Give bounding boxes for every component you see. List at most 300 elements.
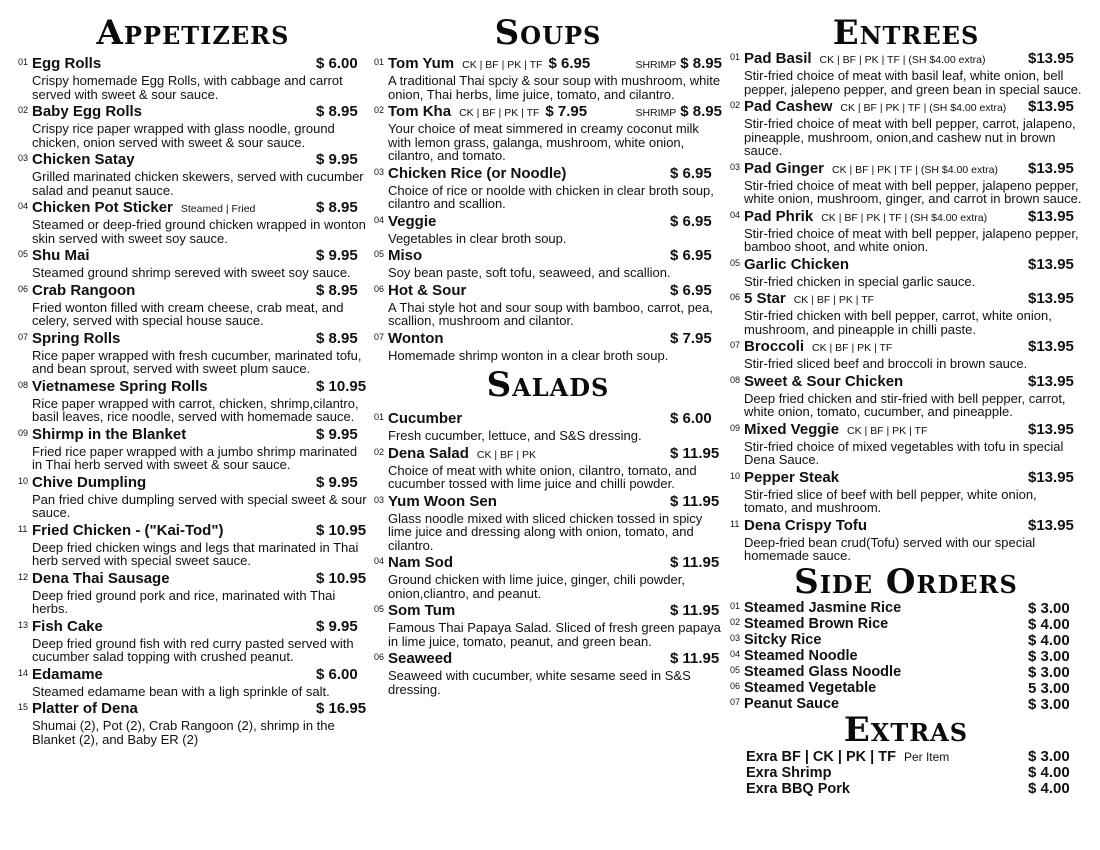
item-name: Exra BBQ Pork [746, 780, 850, 797]
shrimp-price: $ 8.95 [680, 55, 722, 72]
extra-item [730, 749, 1082, 765]
menu-item [18, 666, 368, 699]
menu-item-header [374, 55, 722, 74]
item-description: Choice of meat with white onion, cilantro, tomato, and cucumber tossed with lime juice and chilli powder. [388, 462, 697, 491]
item-name: Fried Chicken - ("Kai-Tod") [32, 521, 224, 539]
menu-item [730, 98, 1082, 158]
menu-item-header [18, 378, 368, 397]
item-description: Steamed edamame bean with a ligh sprinkle of salt. [32, 683, 330, 699]
menu-item [374, 445, 722, 491]
item-price: $ 6.95 [670, 164, 712, 182]
item-description: Stir-fried choice of meat with bell pepper, carrot, jalapeno, pineapple, mushroom, onion,and cashew nut in brown sauce. [744, 116, 1076, 158]
entrees-list [730, 50, 1082, 563]
shrimp-label: SHRIMP [635, 59, 677, 71]
item-description: Seaweed with cucumber, white sesame seed in S&S dressing. [388, 668, 691, 697]
menu-item-header [730, 421, 1082, 440]
menu-item [374, 103, 722, 163]
menu-item-header [18, 282, 368, 301]
item-price: $ 11.95 [670, 444, 720, 462]
item-number: 06 [374, 652, 385, 662]
item-price: $ 6.95 [548, 55, 591, 72]
item-price: $ 11.95 [670, 650, 720, 667]
menu-item-header [730, 290, 1082, 309]
menu-item [730, 373, 1082, 419]
item-price: $ 11.95 [670, 602, 720, 619]
item-number: 03 [730, 632, 741, 643]
item-number: 06 [730, 292, 741, 302]
item-options: CK | BF | PK | TF [462, 59, 543, 71]
item-price: $13.95 [1028, 338, 1074, 355]
menu-item-header [374, 650, 722, 669]
item-price: $ 8.95 [316, 281, 358, 299]
item-name: Hot & Sour [388, 281, 467, 299]
item-price: $ 6.00 [316, 665, 358, 683]
item-description: Choice of rice or noolde with chicken in clear broth soup, cilantro and scallion. [388, 182, 714, 211]
item-name: Tom Yum [388, 55, 455, 72]
item-description: Stir-fried sliced beef and broccoli in brown sauce. [744, 356, 1028, 371]
item-price: $ 3.00 [1028, 663, 1070, 681]
item-price: $13.95 [1028, 516, 1074, 534]
item-name: Mixed Veggie [744, 420, 840, 438]
item-number: 04 [730, 648, 741, 659]
item-name: Pepper Steak [744, 468, 840, 486]
menu-item [18, 700, 368, 746]
menu-item [374, 554, 722, 600]
menu-item [730, 160, 1082, 206]
item-description: Ground chicken with lime juice, ginger, chili powder, onion,cliantro, and peanut. [388, 572, 685, 601]
item-name: Steamed Noodle [744, 647, 858, 664]
item-name: Edamame [32, 665, 103, 683]
item-name: Shu Mai [32, 247, 90, 264]
menu-item [374, 213, 722, 246]
menu-item-header [730, 208, 1082, 227]
soups-list [374, 55, 722, 362]
item-description: Steamed ground shrimp sereved with sweet soy sauce. [32, 265, 351, 280]
item-price: $ 6.00 [316, 55, 358, 72]
item-description: Deep-fried bean crud(Tofu) served with our special homemade sauce. [744, 534, 1036, 563]
item-number: 03 [18, 153, 29, 163]
item-options: CK | BF | PK | TF [812, 342, 893, 354]
item-price: $13.95 [1028, 207, 1074, 225]
menu-item-header [18, 330, 368, 349]
menu-item-header [18, 247, 368, 266]
item-number: 05 [730, 664, 741, 675]
item-name: Pad Basil [744, 50, 812, 67]
item-name: Exra Shrimp [746, 764, 832, 781]
item-name: Som Tum [388, 602, 456, 619]
entrees-title: Entrees [832, 13, 980, 53]
menu-item [374, 602, 722, 648]
item-description: Steamed or deep-fried ground chicken wrapped in wonton skin served with sweet soy sauce. [32, 217, 366, 246]
item-options: CK | BF | PK | TF | (SH $4.00 extra) [821, 211, 988, 224]
item-name: Pad Ginger [744, 159, 825, 177]
item-price: $ 3.00 [1028, 747, 1070, 765]
menu-item-header [730, 469, 1082, 488]
item-description: Stir-fried choice of mixed vegetables with tofu in special Dena Sauce. [744, 438, 1064, 467]
item-number: 03 [374, 494, 385, 505]
item-price: $ 6.95 [670, 212, 712, 230]
extra-item [730, 781, 1082, 797]
item-number: 02 [730, 100, 741, 110]
appetizers-column [18, 14, 368, 748]
item-name: Tom Kha [388, 103, 452, 120]
item-description: Vegetables in clear broth soup. [388, 230, 567, 246]
menu-item-header [18, 474, 368, 493]
item-description: Fried wonton filled with cream cheese, crab meat, and celery, served with special house sauce. [32, 299, 344, 328]
item-name: Dena Thai Sausage [32, 569, 170, 587]
menu-item [18, 570, 368, 616]
menu-item-header [374, 282, 722, 301]
item-number: 07 [730, 696, 741, 707]
item-number: 01 [730, 52, 741, 62]
menu-item [374, 330, 722, 363]
menu-item [18, 103, 368, 149]
extras-title: Extras [843, 709, 969, 750]
item-price: $ 8.95 [316, 103, 358, 120]
item-number: 09 [18, 427, 29, 438]
item-price: $ 11.95 [670, 492, 720, 510]
item-name: Cucumber [388, 410, 463, 427]
item-description: Fried rice paper wrapped with a jumbo shrimp marinated in Thai herb served with sweet & sour sauce. [32, 443, 358, 472]
item-name: Vietnamese Spring Rolls [32, 377, 208, 395]
menu-item-header [374, 103, 722, 122]
menu-item [730, 517, 1082, 563]
item-price: $ 3.00 [1028, 647, 1070, 665]
item-description: Stir-fried chicken in special garlic sauce. [744, 273, 976, 289]
item-number: 05 [18, 249, 29, 259]
item-name: Chicken Rice (or Noodle) [388, 164, 567, 182]
item-number: 07 [18, 331, 29, 342]
menu-item-header [374, 330, 722, 349]
item-description: A Thai style hot and sour soup with bamboo, carrot, pea, scallion, mushroom and cilantor. [388, 299, 713, 328]
item-description: Shumai (2), Pot (2), Crab Rangoon (2), shrimp in the Blanket (2), and Baby ER (2) [32, 718, 335, 747]
item-price: $13.95 [1028, 98, 1074, 115]
item-number: 05 [730, 257, 741, 268]
menu-item-header [374, 213, 722, 232]
soups-salads-column [374, 14, 722, 698]
menu-item-header [374, 410, 722, 429]
menu-item [374, 55, 722, 101]
menu-item [18, 618, 368, 664]
menu-item-header [18, 199, 368, 218]
item-price: $ 6.00 [670, 410, 712, 427]
menu-item [374, 282, 722, 328]
item-number: 05 [374, 604, 385, 614]
item-description: Deep fried chicken wings and legs that marinated in Thai herb served with special sweet sauce. [32, 539, 359, 568]
appetizers-list [18, 55, 368, 746]
menu-item [374, 247, 722, 280]
item-number: 08 [18, 379, 29, 390]
item-number: 08 [730, 374, 741, 385]
item-number: 01 [730, 600, 741, 611]
item-price: $ 7.95 [670, 329, 712, 347]
item-number: 04 [730, 209, 741, 220]
item-description: Deep fried chicken and stir-fried with bell pepper, carrot, white onion, tomato, cucumber, and pineapple. [744, 390, 1066, 419]
item-number: 06 [374, 283, 385, 294]
side-order-item [730, 681, 1082, 697]
item-description: Stir-fried choice of meat with bell pepper, jalapeno pepper, white onion, mushroom, ginger, and carrot in brown sauce. [744, 177, 1082, 206]
item-name: Exra BF | CK | PK | TF [746, 748, 896, 765]
item-name: Steamed Jasmine Rice [744, 599, 902, 616]
item-name: Pad Cashew [744, 98, 833, 115]
item-description: Stir-fried choice of meat with bell pepper, jalapeno pepper, bamboo shoot, and white onion. [744, 225, 1079, 254]
shrimp-option [635, 103, 722, 122]
item-description: Deep fried ground pork and rice, marinated with Thai herbs. [32, 587, 336, 616]
item-number: 01 [374, 57, 385, 67]
item-name: Miso [388, 247, 423, 264]
item-price: $ 8.95 [316, 199, 358, 216]
menu-item [374, 410, 722, 443]
item-name: Steamed Vegetable [744, 679, 877, 696]
menu-item [18, 474, 368, 520]
item-number: 12 [18, 571, 29, 582]
menu-item [18, 199, 368, 245]
item-description: Your choice of meat simmered in creamy coconut milk with lemon grass, galanga, mushroom, white onion, cilantro, and tomato. [388, 121, 699, 163]
menu-item-header [374, 165, 722, 184]
item-options: CK | BF | PK | TF | (SH $4.00 extra) [840, 102, 1007, 114]
item-name: Shirmp in the Blanket [32, 425, 187, 443]
item-number: 06 [18, 283, 29, 294]
item-price: $ 10.95 [316, 521, 367, 539]
menu-item [18, 55, 368, 101]
item-name: Garlic Chicken [744, 255, 850, 273]
item-name: Egg Rolls [32, 55, 102, 72]
menu-item [18, 330, 368, 376]
item-description: Pan fried chive dumpling served with special sweet & sour sauce. [32, 491, 367, 520]
menu-item-header [18, 618, 368, 637]
item-number: 13 [18, 619, 29, 630]
side-order-item [730, 697, 1082, 713]
item-price: $13.95 [1028, 372, 1074, 390]
item-number: 11 [730, 518, 740, 529]
menu-item [730, 338, 1082, 371]
item-price: $ 16.95 [316, 700, 367, 717]
item-options: CK | BF | PK [476, 448, 537, 461]
item-description: Famous Thai Papaya Salad. Sliced of fresh green papaya in lime juice, tomato, peanut, and green bean. [388, 620, 721, 649]
menu-item-header [18, 700, 368, 719]
item-number: 04 [374, 214, 385, 225]
menu-item-header [730, 517, 1082, 536]
item-price: $ 6.95 [670, 247, 712, 264]
appetizers-title: Appetizers [96, 13, 290, 53]
salads-title: Salads [486, 365, 610, 405]
item-number: 10 [18, 475, 29, 486]
item-price: $ 9.95 [316, 617, 358, 635]
side-order-item [730, 633, 1082, 649]
item-price: $13.95 [1028, 420, 1074, 438]
item-number: 04 [18, 201, 29, 211]
item-description: Glass noodle mixed with sliced chicken tossed in spicy lime juice and dressing along with onion, tomato, and cilantro. [388, 510, 703, 553]
side-order-item [730, 617, 1082, 633]
item-description: Fresh cucumber, lettuce, and S&S dressing. [388, 428, 642, 443]
item-number: 14 [18, 667, 29, 678]
item-price: $13.95 [1028, 468, 1074, 486]
item-price: $ 10.95 [316, 377, 367, 395]
item-price: 5 3.00 [1028, 679, 1070, 697]
item-price: $ 9.95 [316, 473, 358, 491]
item-price: $13.95 [1028, 159, 1074, 177]
item-name: Steamed Glass Noodle [744, 663, 902, 680]
menu-item [730, 421, 1082, 467]
side-order-item [730, 601, 1082, 617]
item-name: 5 Star [744, 290, 786, 307]
item-description: Crispy rice paper wrapped with glass noodle, ground chicken, onion served with sweet & sour sauce. [32, 121, 335, 150]
menu-item-header [18, 570, 368, 589]
item-description: Stir-fried slice of beef with bell pepper, white onion, tomato, and mushroom. [744, 486, 1037, 515]
item-number: 07 [730, 340, 741, 350]
item-name: Fish Cake [32, 617, 103, 635]
extras-list [730, 749, 1082, 797]
menu-item-header [374, 602, 722, 621]
item-number: 05 [374, 249, 385, 259]
item-number: 02 [18, 105, 29, 115]
item-options: CK | BF | PK | TF | (SH $4.00 extra) [832, 163, 998, 176]
menu-item-header [730, 160, 1082, 179]
item-name: Sitcky Rice [744, 631, 822, 648]
menu-item-header [730, 256, 1082, 275]
item-price: $ 9.95 [316, 247, 358, 264]
item-price: $ 9.95 [316, 425, 358, 443]
menu-item [18, 522, 368, 568]
item-options: Steamed | Fried [180, 203, 256, 215]
item-price: $ 3.00 [1028, 599, 1070, 617]
menu-item-header [18, 426, 368, 445]
menu-item [730, 256, 1082, 289]
item-price: $13.95 [1028, 290, 1074, 307]
side-order-item [730, 649, 1082, 665]
item-options: CK | BF | PK | TF [847, 424, 928, 437]
item-name: Dena Crispy Tofu [744, 516, 868, 534]
item-number: 04 [374, 556, 385, 566]
menu-item-header [374, 554, 722, 573]
item-price: $ 4.00 [1028, 763, 1070, 781]
menu-item-header [18, 103, 368, 122]
item-name: Steamed Brown Rice [744, 615, 889, 632]
item-price: $13.95 [1028, 50, 1074, 67]
menu-item [730, 208, 1082, 254]
item-options: CK | BF | PK | TF [793, 294, 875, 306]
item-options: CK | BF | PK | TF [459, 107, 540, 119]
side-order-item [730, 665, 1082, 681]
item-description: A traditional Thai spciy & sour soup with mushroom, white onion, Thai herbs, lime juice, tomato, and cilantro. [388, 73, 721, 102]
extra-item [730, 765, 1082, 781]
item-price: $ 11.95 [670, 554, 720, 571]
menu-item-header [730, 338, 1082, 357]
item-number: 01 [374, 412, 385, 422]
item-options: CK | BF | PK | TF | (SH $4.00 extra) [819, 54, 986, 66]
item-price: $ 4.00 [1028, 779, 1070, 797]
item-name: Seaweed [388, 650, 453, 667]
item-number: 02 [374, 446, 385, 457]
item-description: Stir-fried chicken with bell pepper, carrot, white onion, mushroom, and pineapple in chilli paste. [744, 308, 1052, 337]
menu-item [18, 151, 368, 197]
item-name: Peanut Sauce [744, 695, 840, 712]
item-name: Yum Woon Sen [388, 492, 497, 510]
item-name: Baby Egg Rolls [32, 103, 143, 120]
menu-item-header [374, 247, 722, 266]
item-number: 06 [730, 680, 741, 691]
item-description: Deep fried ground fish with red curry pasted served with cucumber salad topping with crushed peanut. [32, 635, 354, 664]
item-name: Broccoli [744, 338, 805, 355]
entrees-column [730, 14, 1082, 797]
item-name: Chive Dumpling [32, 473, 147, 491]
item-price: $ 4.00 [1028, 631, 1070, 649]
item-description: Rice paper wrapped with carrot, chicken, shrimp,cilantro, basil leaves, rice noodle, served with homemade sauce. [32, 395, 359, 424]
menu-item [730, 50, 1082, 96]
item-price: $ 3.00 [1028, 695, 1070, 713]
item-name: Platter of Dena [32, 700, 138, 717]
menu-item [374, 165, 722, 211]
menu-item [18, 247, 368, 280]
item-name: Dena Salad [388, 444, 469, 462]
side-orders-title: Side Orders [794, 561, 1018, 602]
salads-list [374, 410, 722, 696]
menu-item-header [18, 666, 368, 685]
item-name: Sweet & Sour Chicken [744, 372, 904, 390]
item-name: Nam Sod [388, 554, 454, 571]
shrimp-option [635, 55, 722, 74]
menu-item-header [374, 445, 722, 464]
menu-item [374, 493, 722, 553]
shrimp-label: SHRIMP [635, 107, 677, 119]
item-number: 10 [730, 470, 741, 481]
item-name: Wonton [388, 329, 444, 347]
menu-item-header [18, 55, 368, 74]
item-number: 11 [18, 523, 28, 534]
item-price: $ 10.95 [316, 569, 367, 587]
menu-item [730, 290, 1082, 336]
menu-item-header [730, 373, 1082, 392]
item-description: Soy bean paste, soft tofu, seaweed, and scallion. [388, 265, 671, 280]
soups-title: Soups [494, 13, 602, 53]
item-price: $ 4.00 [1028, 615, 1070, 633]
item-number: 15 [18, 702, 29, 712]
menu-item-header [730, 50, 1082, 69]
shrimp-price: $ 8.95 [680, 103, 722, 120]
menu-item [374, 650, 722, 696]
item-name: Spring Rolls [32, 329, 121, 347]
item-name: Pad Phrik [744, 207, 814, 225]
menu-item [730, 469, 1082, 515]
item-price: $ 9.95 [316, 151, 358, 168]
item-description: Rice paper wrapped with fresh cucumber, marinated tofu, and bean sprout, served with sweet plum sauce. [32, 347, 362, 376]
item-description: Grilled marinated chicken skewers, served with cucumber salad and peanut sauce. [32, 169, 364, 198]
item-number: 02 [730, 616, 741, 627]
item-name: Chicken Pot Sticker [32, 199, 173, 216]
item-number: 03 [730, 161, 741, 172]
item-price: $ 6.95 [670, 281, 712, 299]
item-number: 09 [730, 422, 741, 433]
item-name: Crab Rangoon [32, 281, 136, 299]
menu-item [18, 282, 368, 328]
side-orders-list [730, 601, 1082, 713]
item-name: Veggie [388, 212, 437, 230]
item-name: Chicken Satay [32, 151, 135, 168]
menu-item-header [18, 151, 368, 170]
item-price: $ 7.95 [545, 103, 588, 120]
item-number: 07 [374, 331, 385, 342]
item-description: Stir-fried choice of meat with basil leaf, white onion, bell pepper, jalepeno pepper, and green bean in special sauce. [744, 68, 1082, 97]
menu-item-header [730, 98, 1082, 117]
menu-item [18, 426, 368, 472]
menu-item [18, 378, 368, 424]
item-unit: Per Item [903, 749, 950, 764]
item-number: 02 [374, 105, 385, 115]
item-price: $13.95 [1028, 255, 1074, 273]
item-price: $ 8.95 [316, 329, 358, 347]
menu-item-header [18, 522, 368, 541]
item-number: 03 [374, 166, 385, 177]
